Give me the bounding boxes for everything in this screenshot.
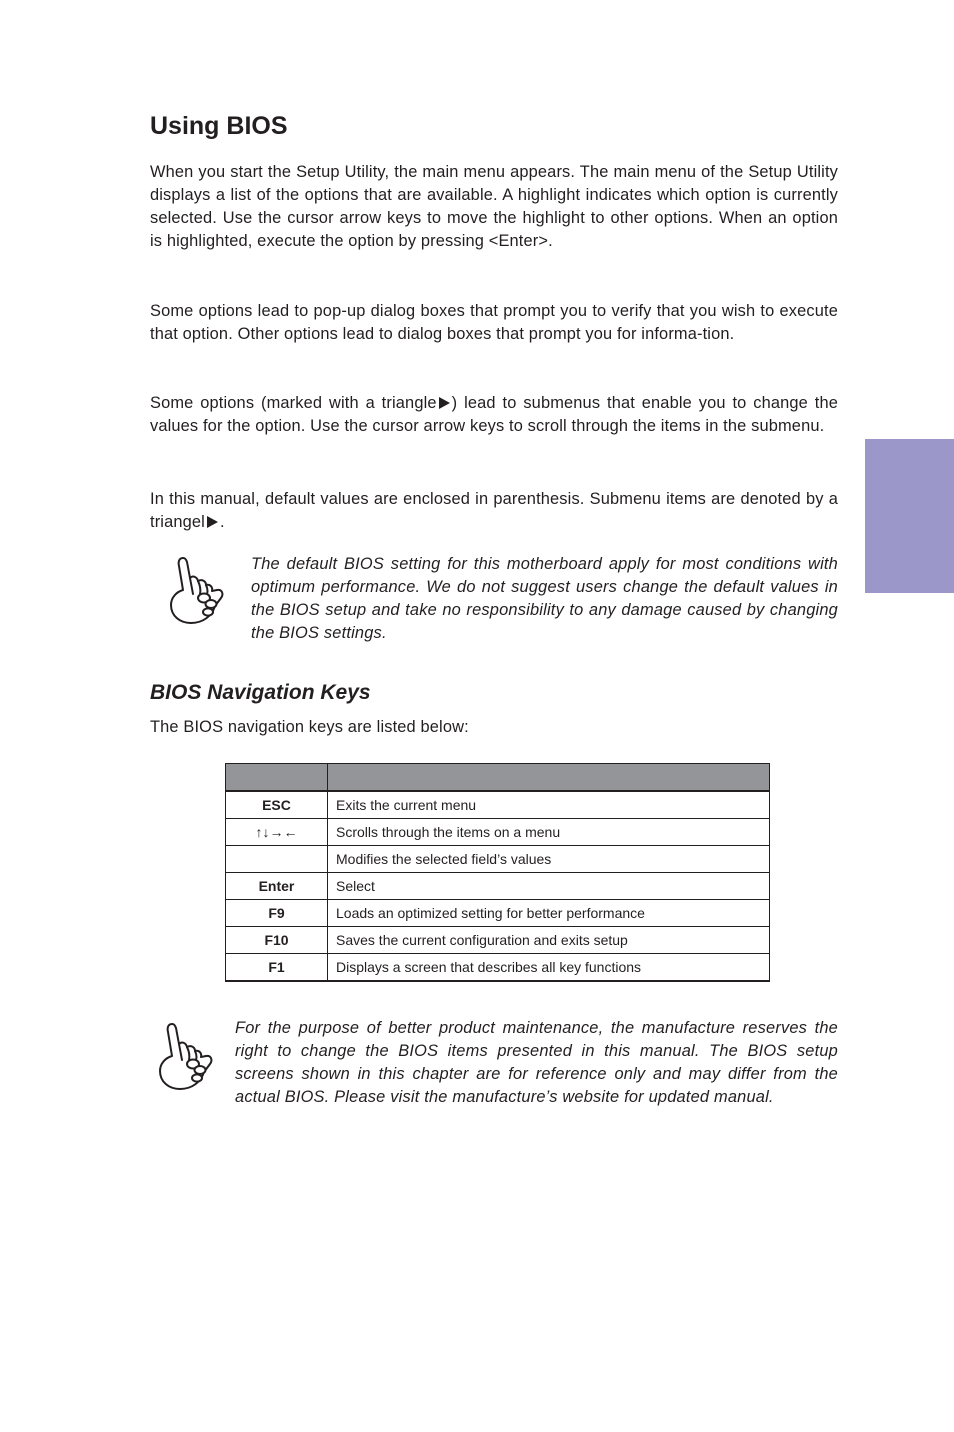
table-header-row bbox=[226, 764, 770, 792]
page-title: Using BIOS bbox=[150, 112, 288, 140]
key-cell: F10 bbox=[226, 927, 328, 954]
table-header-function bbox=[328, 764, 770, 792]
table-row bbox=[226, 846, 770, 873]
paragraph-dialog-boxes: Some options lead to pop-up dialog boxes that prompt you to verify that you wish to execute that option. Other options lead to dialog boxes that prompt you for informa-tion. bbox=[150, 302, 838, 343]
function-cell: Modifies the selected field’s values bbox=[328, 846, 770, 873]
paragraph-default-values bbox=[150, 488, 838, 534]
key-cell: ESC bbox=[226, 791, 328, 819]
key-cell: Enter bbox=[226, 873, 328, 900]
triangle-right-icon bbox=[207, 516, 218, 528]
table-row bbox=[226, 954, 770, 982]
function-cell: Loads an optimized setting for better performance bbox=[328, 900, 770, 927]
function-cell: Displays a screen that describes all key functions bbox=[328, 954, 770, 982]
paragraph-default-values-part1: In this manual, default values are enclosed in parenthesis. Submenu items are denoted by a triangel bbox=[150, 490, 838, 531]
table-row bbox=[226, 900, 770, 927]
key-cell: ↑↓→← bbox=[226, 819, 328, 846]
note-default-settings: The default BIOS setting for this motherboard apply for most conditions with optimum performance. We do not suggest users change the default values in the BIOS setup and take no responsibility to any damage caused by changing the BIOS settings. bbox=[251, 555, 838, 642]
paragraph-submenus-part1: Some options (marked with a triangle bbox=[150, 394, 437, 412]
table-row bbox=[226, 873, 770, 900]
function-cell: Select bbox=[328, 873, 770, 900]
function-cell: Scrolls through the items on a menu bbox=[328, 819, 770, 846]
section-heading-navigation-keys: BIOS Navigation Keys bbox=[150, 681, 371, 704]
key-cell: F1 bbox=[226, 954, 328, 982]
table-row bbox=[226, 927, 770, 954]
pointing-hand-icon bbox=[166, 554, 228, 626]
note-manual-disclaimer: For the purpose of better product maintenance, the manufacture reserves the right to change the BIOS items presented in this manual. The BIOS setup screens shown in this chapter are for reference only and may differ from the actual BIOS. Please visit the manufacture’s website for updated manual. bbox=[235, 1019, 838, 1106]
key-cell bbox=[226, 846, 328, 873]
key-cell: F9 bbox=[226, 900, 328, 927]
function-cell: Exits the current menu bbox=[328, 791, 770, 819]
table-header-key bbox=[226, 764, 328, 792]
paragraph-default-values-part2: . bbox=[219, 513, 225, 531]
navigation-keys-table bbox=[225, 763, 770, 982]
triangle-right-icon bbox=[439, 397, 450, 409]
paragraph-main-menu: When you start the Setup Utility, the main menu appears. The main menu of the Setup Utility displays a list of the options that are available. A highlight indicates which option is currently selected. Use the cursor arrow keys to move the highlight to other options. When an option is highlighted, execute the option by pressing <Enter>. bbox=[150, 163, 838, 250]
function-cell: Saves the current configuration and exits setup bbox=[328, 927, 770, 954]
paragraph-submenus bbox=[150, 392, 838, 438]
chapter-side-tab bbox=[865, 439, 954, 593]
table-row bbox=[226, 791, 770, 819]
paragraph-submenus-part2: ) lead to submenus that enable you to change the values for the option. Use the cursor arrow keys to scroll through the items in the submenu. bbox=[150, 394, 838, 435]
pointing-hand-icon bbox=[155, 1020, 217, 1092]
navigation-keys-intro: The BIOS navigation keys are listed below: bbox=[150, 718, 469, 736]
table-row bbox=[226, 819, 770, 846]
